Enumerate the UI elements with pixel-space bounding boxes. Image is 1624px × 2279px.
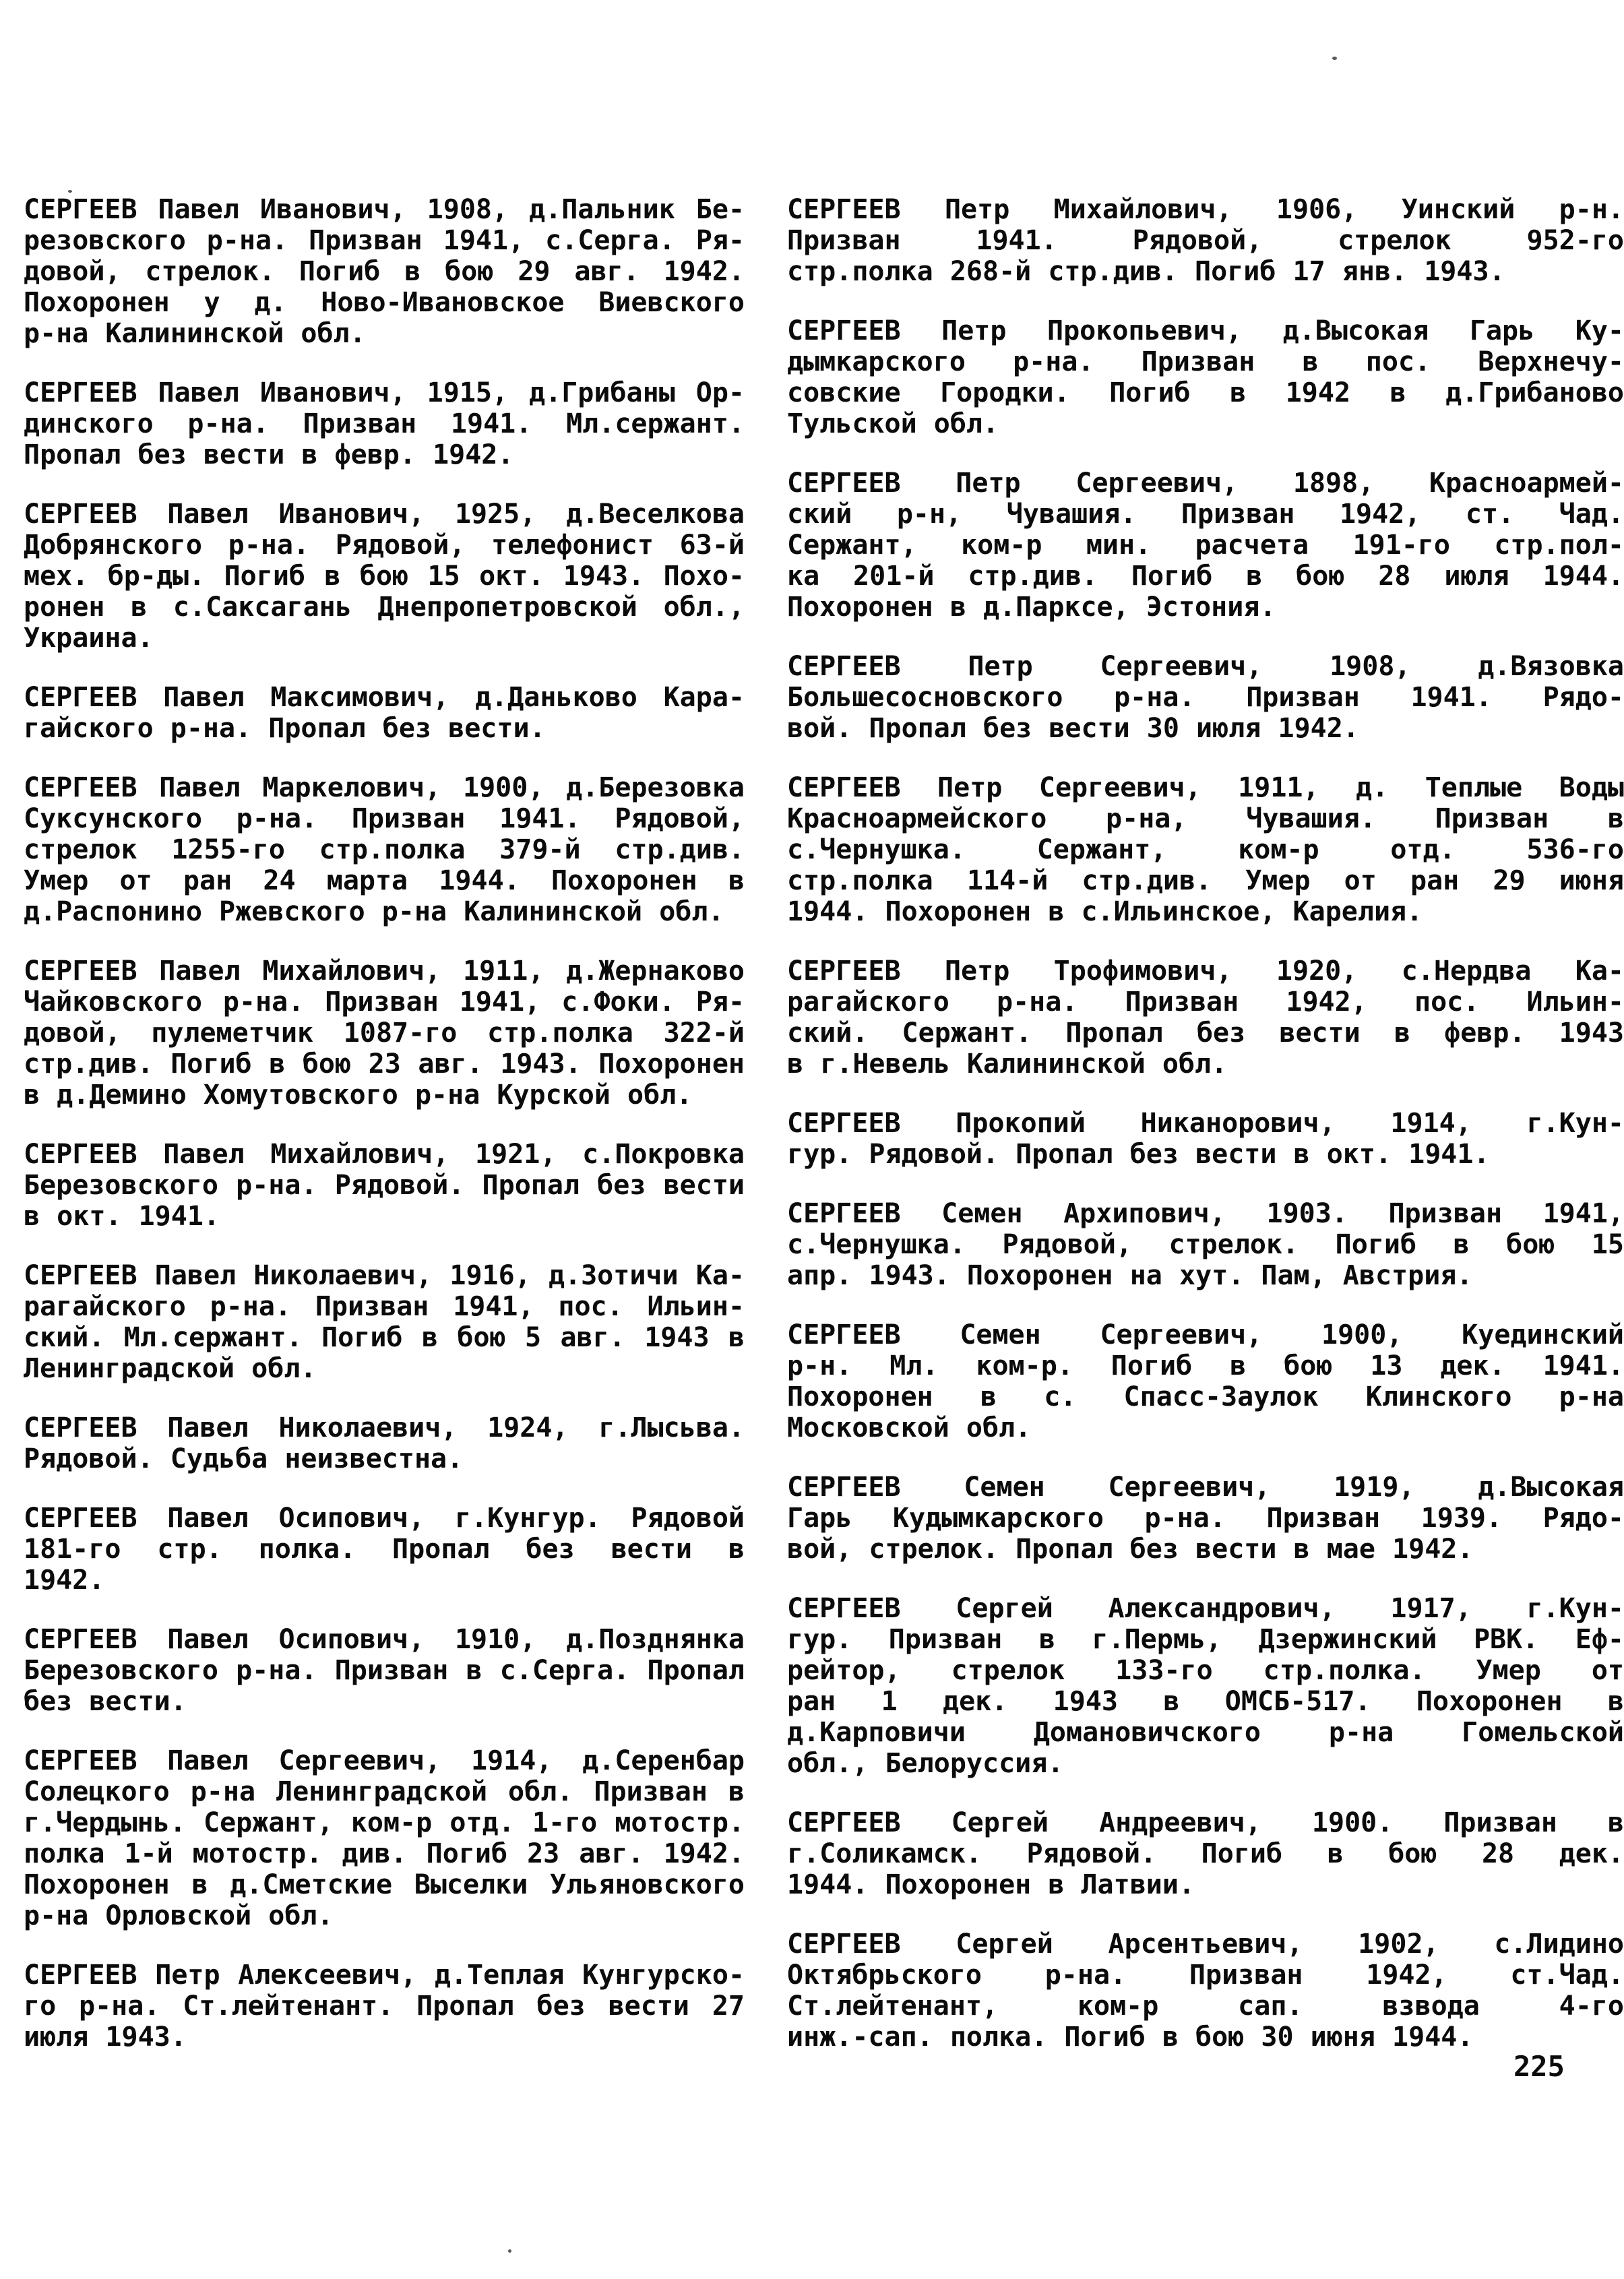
- entry-line: с.Чернушка. Рядовой, стрелок. Погиб в бою 15: [787, 1229, 1624, 1260]
- entry-line: Гарь Кудымкарского р-на. Призван 1939. Рядо-: [787, 1503, 1624, 1534]
- memorial-entry: [787, 1108, 1624, 1170]
- entry-line: СЕРГЕЕВ Сергей Андреевич, 1900. Призван в: [787, 1807, 1624, 1838]
- memorial-entry: [24, 1139, 745, 1232]
- entry-line: довой, пулеметчик 1087-го стр.полка 322-й: [24, 1018, 745, 1049]
- entry-line: р-на Орловской обл.: [24, 1900, 334, 1931]
- entry-line: Березовского р-на. Призван в с.Серга. Пропал: [24, 1655, 745, 1686]
- entry-line: Пропал без вести в февр. 1942.: [24, 439, 514, 470]
- entry-line: Большесосновского р-на. Призван 1941. Рядо-: [787, 682, 1624, 713]
- memorial-entry: [24, 377, 745, 470]
- entry-line: СЕРГЕЕВ Павел Михайлович, 1921, с.Покровка: [24, 1139, 745, 1170]
- entry-line: апр. 1943. Похоронен на хут. Пам, Австрия.: [787, 1260, 1473, 1291]
- entry-line: р-на Калининской обл.: [24, 318, 366, 349]
- entry-line: СЕРГЕЕВ Павел Максимович, д.Даньково Кара-: [24, 682, 745, 713]
- memorial-entry: [787, 194, 1624, 287]
- entry-line: СЕРГЕЕВ Павел Осипович, г.Кунгур. Рядовой: [24, 1503, 745, 1534]
- entry-line: Солецкого р-на Ленинградской обл. Призван в: [24, 1776, 745, 1807]
- entry-line: резовского р-на. Призван 1941, с.Серга. Ря-: [24, 225, 745, 256]
- entry-line: Похоронен у д. Ново-Ивановское Виевского: [24, 287, 745, 318]
- entry-line: Умер от ран 24 марта 1944. Похоронен в: [24, 865, 745, 896]
- memorial-entry: [24, 499, 745, 654]
- entry-line: СЕРГЕЕВ Павел Иванович, 1925, д.Веселкова: [24, 499, 745, 530]
- entry-line: 1944. Похоронен в с.Ильинское, Карелия.: [787, 896, 1423, 927]
- entry-line: СЕРГЕЕВ Павел Иванович, 1915, д.Грибаны Ор-: [24, 377, 745, 408]
- entry-line: вой. Пропал без вести 30 июля 1942.: [787, 713, 1359, 744]
- entry-line: ронен в с.Саксагань Днепропетровской обл.,: [24, 592, 745, 623]
- entry-line: 1944. Похоронен в Латвии.: [787, 1869, 1195, 1900]
- memorial-entry: [24, 194, 745, 349]
- entry-line: СЕРГЕЕВ Павел Иванович, 1908, д.Пальник Бе-: [24, 194, 745, 225]
- entry-line: без вести.: [24, 1686, 187, 1717]
- entry-line: ский р-н, Чувашия. Призван 1942, ст. Чад.: [787, 499, 1624, 530]
- entry-line: дымкарского р-на. Призван в пос. Верхнечу-: [787, 346, 1624, 377]
- entry-line: СЕРГЕЕВ Прокопий Никанорович, 1914, г.Кун-: [787, 1108, 1624, 1139]
- entry-line: Ленинградской обл.: [24, 1353, 317, 1384]
- entry-line: вой, стрелок. Пропал без вести в мае 1942.: [787, 1534, 1474, 1565]
- entry-line: СЕРГЕЕВ Павел Осипович, 1910, д.Позднянка: [24, 1624, 745, 1655]
- entry-line: рагайского р-на. Призван 1941, пос. Ильин-: [24, 1291, 745, 1322]
- entry-line: ка 201-й стр.див. Погиб в бою 28 июля 1944.: [787, 561, 1624, 592]
- entry-line: г.Соликамск. Рядовой. Погиб в бою 28 дек.: [787, 1838, 1624, 1869]
- entry-line: СЕРГЕЕВ Павел Михайлович, 1911, д.Жернаково: [24, 956, 745, 987]
- memorial-entry: [24, 682, 745, 744]
- memorial-entry: [787, 1472, 1624, 1565]
- entry-line: ран 1 дек. 1943 в ОМСБ-517. Похоронен в: [787, 1686, 1624, 1717]
- entry-line: СЕРГЕЕВ Семен Архипович, 1903. Призван 1941,: [787, 1198, 1624, 1229]
- entry-line: совские Городки. Погиб в 1942 в д.Грибаново: [787, 377, 1624, 408]
- memorial-entry: [787, 315, 1624, 439]
- memorial-entry: [24, 1624, 745, 1717]
- entry-line: Березовского р-на. Рядовой. Пропал без вести: [24, 1170, 745, 1201]
- entry-line: стрелок 1255-го стр.полка 379-й стр.див.: [24, 834, 745, 865]
- entry-line: д.Карповичи Домановичского р-на Гомельской: [787, 1717, 1624, 1748]
- memorial-entry: [24, 1260, 745, 1384]
- entry-line: мех. бр-ды. Погиб в бою 15 окт. 1943. Похо-: [24, 561, 745, 592]
- memorial-entry: [24, 956, 745, 1111]
- entry-line: д.Распонино Ржевского р-на Калининской обл.: [24, 896, 724, 927]
- entry-line: гайского р-на. Пропал без вести.: [24, 713, 546, 744]
- entry-line: Октябрьского р-на. Призван 1942, ст.Чад.: [787, 1960, 1624, 1991]
- column-left: [24, 194, 745, 2081]
- entry-line: обл., Белоруссия.: [787, 1748, 1064, 1779]
- entry-line: Украина.: [24, 623, 154, 654]
- memorial-entry: [24, 1412, 745, 1474]
- entry-line: Добрянского р-на. Рядовой, телефонист 63-й: [24, 530, 745, 561]
- entry-line: СЕРГЕЕВ Семен Сергеевич, 1919, д.Высокая: [787, 1472, 1624, 1503]
- entry-line: рейтор, стрелок 133-го стр.полка. Умер от: [787, 1655, 1624, 1686]
- column-right: [787, 194, 1624, 2081]
- memorial-entry: [787, 1319, 1624, 1443]
- entry-line: СЕРГЕЕВ Петр Алексеевич, д.Теплая Кунгурско-: [24, 1960, 745, 1991]
- entry-line: СЕРГЕЕВ Павел Николаевич, 1916, д.Зотичи Ка-: [24, 1260, 745, 1291]
- scan-artifact: [508, 2249, 511, 2253]
- entry-line: СЕРГЕЕВ Павел Николаевич, 1924, г.Лысьва.: [24, 1412, 745, 1443]
- entry-line: в г.Невель Калининской обл.: [787, 1049, 1228, 1080]
- memorial-entry: [787, 1807, 1624, 1900]
- memorial-entry: [787, 772, 1624, 927]
- entry-line: СЕРГЕЕВ Семен Сергеевич, 1900, Куединский: [787, 1319, 1624, 1350]
- entry-line: инж.-сап. полка. Погиб в бою 30 июня 1944.: [787, 2022, 1474, 2053]
- entry-line: 181-го стр. полка. Пропал без вести в: [24, 1534, 745, 1565]
- memorial-entry: [24, 772, 745, 927]
- entry-line: СЕРГЕЕВ Петр Михайлович, 1906, Уинский р-н.: [787, 194, 1624, 225]
- entry-line: р-н. Мл. ком-р. Погиб в бою 13 дек. 1941.: [787, 1350, 1624, 1381]
- entry-line: полка 1-й мотостр. див. Погиб 23 авг. 1942.: [24, 1838, 745, 1869]
- scan-artifact: [1332, 57, 1337, 60]
- entry-line: Ст.лейтенант, ком-р сап. взвода 4-го: [787, 1991, 1624, 2022]
- entry-line: г.Чердынь. Сержант, ком-р отд. 1-го мотостр.: [24, 1807, 745, 1838]
- entry-line: Призван 1941. Рядовой, стрелок 952-го: [787, 225, 1624, 256]
- entry-line: Сержант, ком-р мин. расчета 191-го стр.пол-: [787, 530, 1624, 561]
- entry-line: Похоронен в д.Парксе, Эстония.: [787, 592, 1276, 623]
- entry-line: июля 1943.: [24, 2022, 187, 2053]
- entry-line: СЕРГЕЕВ Петр Трофимович, 1920, с.Нердва Ка-: [787, 956, 1624, 987]
- entry-line: гур. Призван в г.Пермь, Дзержинский РВК. Еф-: [787, 1624, 1624, 1655]
- memorial-entry: [787, 1198, 1624, 1291]
- entry-line: го р-на. Ст.лейтенант. Пропал без вести 27: [24, 1991, 745, 2022]
- entry-line: в окт. 1941.: [24, 1201, 220, 1232]
- entry-line: Похоронен в д.Сметские Выселки Ульяновского: [24, 1869, 745, 1900]
- entry-line: ский. Мл.сержант. Погиб в бою 5 авг. 1943 в: [24, 1322, 745, 1353]
- entry-line: СЕРГЕЕВ Сергей Александрович, 1917, г.Кун-: [787, 1593, 1624, 1624]
- entry-line: СЕРГЕЕВ Сергей Арсентьевич, 1902, с.Лидино: [787, 1929, 1624, 1960]
- memorial-entry: [787, 651, 1624, 744]
- entry-line: стр.полка 268-й стр.див. Погиб 17 янв. 1943.: [787, 256, 1505, 287]
- entry-line: СЕРГЕЕВ Петр Сергеевич, 1911, д. Теплые Воды: [787, 772, 1624, 803]
- entry-line: Тульской обл.: [787, 408, 999, 439]
- entry-line: стр.див. Погиб в бою 23 авг. 1943. Похоронен: [24, 1049, 745, 1080]
- entry-line: динского р-на. Призван 1941. Мл.сержант.: [24, 408, 745, 439]
- memorial-entry: [24, 1960, 745, 2053]
- entry-line: ский. Сержант. Пропал без вести в февр. 1943: [787, 1018, 1624, 1049]
- entry-line: рагайского р-на. Призван 1942, пос. Ильин-: [787, 987, 1624, 1018]
- memorial-entry: [787, 468, 1624, 623]
- memorial-entry: [787, 1593, 1624, 1779]
- entry-line: Суксунского р-на. Призван 1941. Рядовой,: [24, 803, 745, 834]
- entry-line: СЕРГЕЕВ Петр Сергеевич, 1898, Красноармей-: [787, 468, 1624, 499]
- scan-artifact: [68, 190, 72, 193]
- memorial-entry: [24, 1503, 745, 1596]
- entry-line: довой, стрелок. Погиб в бою 29 авг. 1942.: [24, 256, 745, 287]
- entry-line: СЕРГЕЕВ Петр Прокопьевич, д.Высокая Гарь Ку-: [787, 315, 1624, 346]
- memorial-entry: [24, 1745, 745, 1931]
- entry-line: СЕРГЕЕВ Павел Сергеевич, 1914, д.Серенбар: [24, 1745, 745, 1776]
- entry-line: СЕРГЕЕВ Павел Маркелович, 1900, д.Березовка: [24, 772, 745, 803]
- entry-line: СЕРГЕЕВ Петр Сергеевич, 1908, д.Вязовка: [787, 651, 1624, 682]
- entry-line: в д.Демино Хомутовского р-на Курской обл.: [24, 1080, 693, 1111]
- entry-line: 1942.: [24, 1565, 105, 1596]
- memorial-entry: [787, 956, 1624, 1080]
- entry-line: гур. Рядовой. Пропал без вести в окт. 1941.: [787, 1139, 1490, 1170]
- text-columns: [24, 194, 1624, 2081]
- entry-line: Похоронен в с. Спасс-Заулок Клинского р-на: [787, 1381, 1624, 1412]
- entry-line: с.Чернушка. Сержант, ком-р отд. 536-го: [787, 834, 1624, 865]
- entry-line: Рядовой. Судьба неизвестна.: [24, 1443, 464, 1474]
- entry-line: Красноармейского р-на, Чувашия. Призван в: [787, 803, 1624, 834]
- page-number: 225: [1513, 2050, 1565, 2083]
- entry-line: Московской обл.: [787, 1412, 1032, 1443]
- memorial-entry: [787, 1929, 1624, 2053]
- entry-line: Чайковского р-на. Призван 1941, с.Фоки. Ря-: [24, 987, 745, 1018]
- entry-line: стр.полка 114-й стр.див. Умер от ран 29 июня: [787, 865, 1624, 896]
